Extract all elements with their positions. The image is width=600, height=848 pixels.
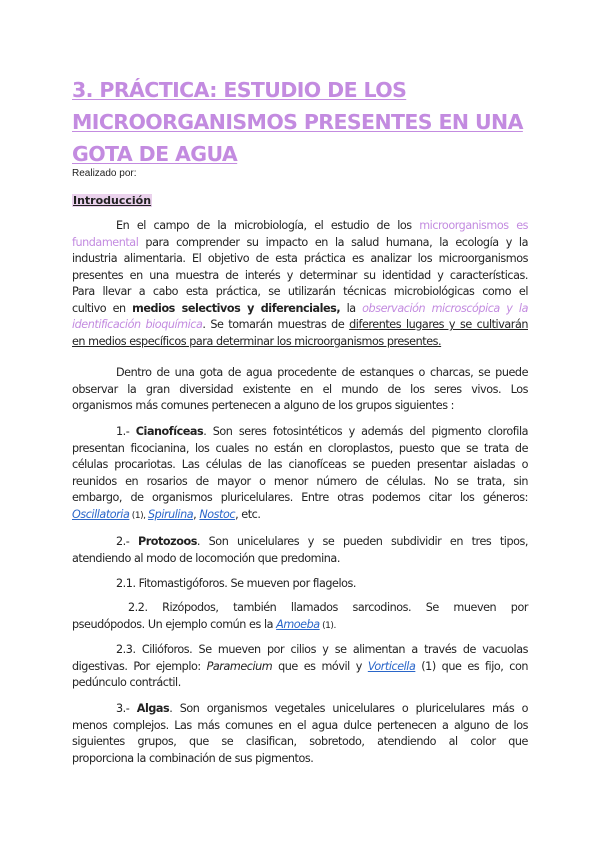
- text: pseudópodos. Un ejemplo común es la: [72, 617, 277, 631]
- reference: (1),: [129, 510, 149, 521]
- text: 3.-: [116, 702, 137, 715]
- link-nostoc[interactable]: Nostoc: [199, 507, 236, 521]
- italic-text: Paramecium: [206, 659, 273, 673]
- underlined-text: en medios específicos para determinar los microorganismos presentes.: [72, 334, 442, 348]
- text: 2.3. Cilióforos. Se mueven por cilios y se alimentan a través de vacuolas: [116, 643, 528, 656]
- text: . Son organismos vegetales unicelulares o pluricelulares más o: [169, 702, 529, 715]
- title-line-1: 3. PRÁCTICA: ESTUDIO DE LOS: [72, 78, 407, 102]
- text: cultivo en: [72, 301, 133, 315]
- intro-paragraph: [72, 218, 528, 350]
- text: presentes en una muestra de interés y determinar su identidad y características.: [72, 268, 528, 282]
- section-heading-introduccion: Introducción: [73, 194, 152, 207]
- text: pedúnculo contráctil.: [72, 676, 181, 689]
- text: organismos más comunes pertenecen a alguno de los grupos siguientes :: [72, 399, 454, 412]
- paragraph-cianoficeas: [72, 424, 528, 523]
- text: (1) que es fijo, con: [415, 659, 528, 673]
- author-line: Realizado por:: [72, 168, 137, 179]
- paragraph-fitomastigoforos: [72, 576, 528, 593]
- text: . Se tomarán muestras de: [202, 318, 350, 331]
- text: , etc.: [235, 507, 261, 521]
- text: Dentro de una gota de agua procedente de estanques o charcas, se puede: [116, 366, 528, 379]
- paragraph-rizopodos: [72, 600, 528, 633]
- text: presentan ficocianina, los cuales no están en cloroplastos, puesto que se trata de: [72, 441, 528, 455]
- text: 2.2. Rizópodos, también llamados sarcodinos. Se mueven por: [128, 601, 528, 614]
- paragraph-algas: [72, 701, 528, 767]
- link-vorticella[interactable]: Vorticella: [367, 659, 416, 673]
- text: proporciona la combinación de sus pigmentos.: [72, 751, 314, 765]
- page-title: [72, 74, 542, 170]
- bold-text: Algas: [136, 702, 170, 715]
- text: 2.-: [116, 535, 138, 548]
- text: embargo, de organismos pluricelulares. Entre otras podemos citar los géneros:: [72, 491, 528, 504]
- text: Para llevar a cabo esta práctica, se utilizarán técnicas microbiológicas como el: [72, 285, 528, 298]
- highlight-text: identificación bioquímica: [72, 318, 203, 331]
- title-line-2: MICROORGANISMOS PRESENTES EN UNA: [72, 110, 523, 134]
- text: . Son unicelulares y se pueden subdividir en tres tipos,: [196, 535, 528, 548]
- text: células procariotas. Las células de las cianofíceas se pueden presentar aisladas o: [72, 458, 528, 471]
- highlight-text: fundamental: [72, 235, 139, 249]
- text: para comprender su impacto en la salud humana, la ecología y la: [138, 235, 528, 249]
- paragraph-protozoos: [72, 534, 528, 567]
- text: menos complejos. Las más comunes en el agua dulce pertenecen a alguno de los: [72, 718, 528, 732]
- text: 2.1. Fitomastigóforos. Se mueven por flagelos.: [116, 577, 356, 590]
- link-spirulina[interactable]: Spirulina: [148, 507, 194, 521]
- text: reunidos en rosarios de mayor o menor número de células. No se trata, sin: [72, 474, 528, 488]
- text: En el campo de la microbiología, el estudio de los: [116, 219, 420, 232]
- text: . Son seres fotosintéticos y además del pigmento clorofila: [203, 425, 529, 438]
- text: ,: [193, 507, 200, 521]
- paragraph-gota-agua: [72, 365, 528, 415]
- link-oscillatoria[interactable]: Oscillatoria: [72, 507, 130, 521]
- paragraph-cilioforos: [72, 642, 528, 692]
- highlight-text: microorganismos es: [419, 219, 529, 232]
- text: industria alimentaria. El objetivo de esta práctica es analizar los microorganismos: [72, 252, 528, 265]
- text: atendiendo al modo de locomoción que predomina.: [72, 551, 340, 565]
- link-amoeba[interactable]: Amoeba: [276, 617, 320, 631]
- text: 1.-: [116, 425, 136, 438]
- bold-text: Protozoos: [137, 535, 197, 548]
- bold-text: medios selectivos y diferenciales,: [132, 301, 341, 315]
- title-line-3: GOTA DE AGUA: [72, 142, 238, 166]
- text: observar la gran diversidad existente en el mundo de los seres vivos. Los: [72, 382, 528, 396]
- text: digestivas. Por ejemplo:: [72, 659, 207, 673]
- bold-text: Cianofíceas: [135, 425, 204, 438]
- highlight-text: observación microscópica y la: [362, 301, 528, 315]
- text: que es móvil y: [272, 659, 368, 673]
- underlined-text: diferentes lugares y se cultivarán: [349, 318, 528, 331]
- text: siguientes grupos, que se clasifican, sobretodo, atendiendo al color que: [72, 735, 528, 748]
- text: la: [340, 301, 363, 315]
- reference: (1).: [319, 620, 336, 631]
